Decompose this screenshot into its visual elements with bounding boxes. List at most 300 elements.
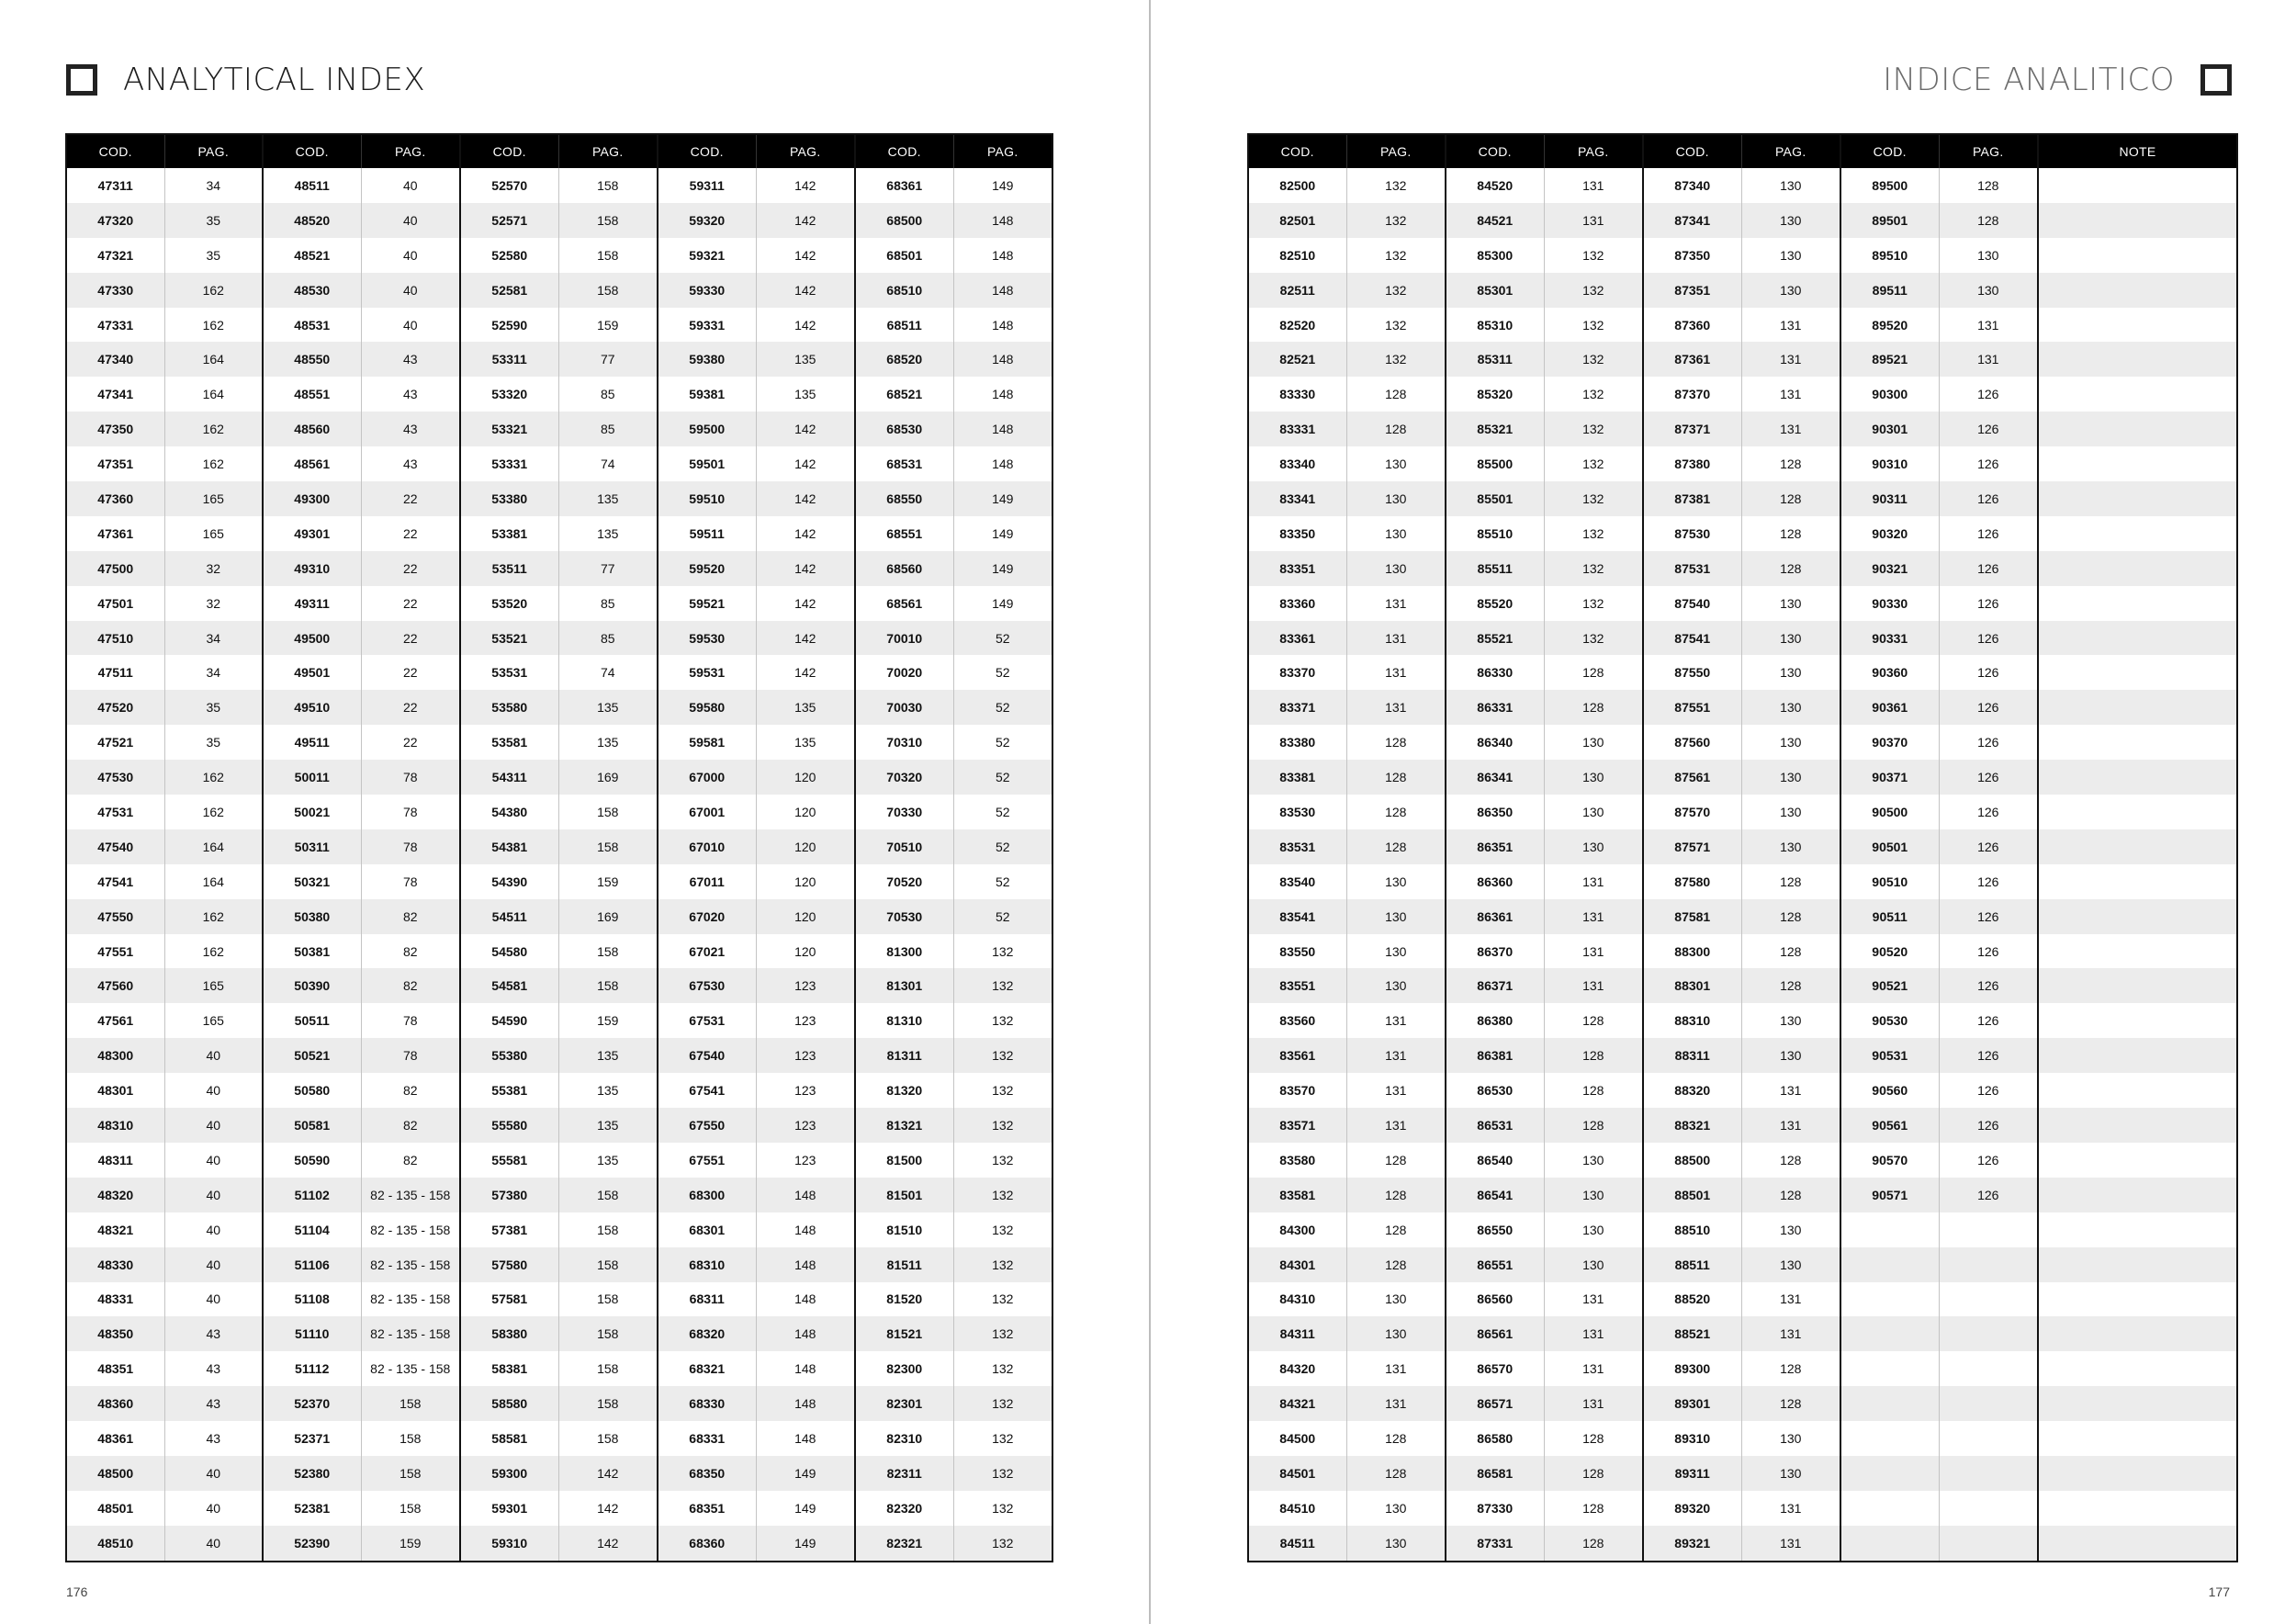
page-cell: 22 <box>361 551 460 586</box>
page-cell: 43 <box>164 1386 263 1421</box>
code-cell: 86340 <box>1446 725 1544 760</box>
code-cell: 68520 <box>855 342 953 377</box>
page-cell: 130 <box>1346 1491 1446 1526</box>
table-row <box>66 1421 1052 1456</box>
note-cell <box>2038 968 2237 1003</box>
note-cell <box>2038 621 2237 656</box>
code-cell: 85301 <box>1446 273 1544 308</box>
page-cell: 128 <box>1741 899 1840 934</box>
code-cell: 82301 <box>855 1386 953 1421</box>
code-cell: 87350 <box>1643 238 1741 273</box>
page-cell: 77 <box>558 342 658 377</box>
page-cell: 158 <box>558 795 658 829</box>
page-cell: 162 <box>164 308 263 343</box>
table-row <box>1248 377 2237 412</box>
note-cell <box>2038 864 2237 899</box>
code-cell: 59501 <box>658 446 756 481</box>
page-cell: 130 <box>1741 655 1840 690</box>
note-cell <box>2038 1212 2237 1247</box>
table-row <box>66 1456 1052 1491</box>
code-cell: 68301 <box>658 1212 756 1247</box>
page-cell: 130 <box>1346 864 1446 899</box>
note-cell <box>2038 412 2237 446</box>
code-cell: 87551 <box>1643 690 1741 725</box>
page-cell: 149 <box>953 551 1052 586</box>
code-cell: 83530 <box>1279 804 1316 819</box>
code-cell: 50311 <box>263 829 361 864</box>
code-cell: 50581 <box>263 1108 361 1143</box>
page-cell: 22 <box>361 725 460 760</box>
code-cell: 49510 <box>263 690 361 725</box>
code-cell: 83540 <box>1279 874 1316 889</box>
code-cell: 84320 <box>1279 1361 1316 1377</box>
code-cell: 49300 <box>263 481 361 516</box>
page-spine <box>1149 0 1151 1624</box>
table-row <box>1248 1247 2237 1282</box>
page-cell: 132 <box>1544 586 1643 621</box>
code-cell: 50011 <box>263 760 361 795</box>
code-cell: 48520 <box>263 203 361 238</box>
note-cell <box>2038 168 2237 203</box>
page-cell: 82 <box>361 1108 460 1143</box>
page-cell: 135 <box>756 377 855 412</box>
code-cell: 89501 <box>1840 203 1939 238</box>
code-cell: 82310 <box>855 1421 953 1456</box>
page-cell: 132 <box>953 1456 1052 1491</box>
code-cell: 88310 <box>1643 1003 1741 1038</box>
page-cell: 35 <box>164 238 263 273</box>
code-cell: 68531 <box>855 446 953 481</box>
column-header-cod: COD. <box>658 134 756 168</box>
code-cell <box>1840 1351 1939 1386</box>
page-cell: 126 <box>1939 377 2038 412</box>
page-cell: 128 <box>1346 377 1446 412</box>
page-cell: 131 <box>1544 1351 1643 1386</box>
code-cell: 83340 <box>1279 457 1316 472</box>
page-cell: 132 <box>1346 238 1446 273</box>
code-cell: 85321 <box>1446 412 1544 446</box>
page-cell: 40 <box>361 273 460 308</box>
page-cell: 128 <box>1544 1491 1643 1526</box>
table-row <box>1248 795 2237 829</box>
page-cell: 149 <box>953 168 1052 203</box>
code-cell: 50021 <box>263 795 361 829</box>
code-cell: 67541 <box>658 1073 756 1108</box>
code-cell: 47540 <box>66 829 164 864</box>
code-cell: 67001 <box>658 795 756 829</box>
table-row <box>1248 1038 2237 1073</box>
page-cell: 148 <box>756 1212 855 1247</box>
note-cell <box>2038 1108 2237 1143</box>
code-cell: 48530 <box>263 273 361 308</box>
code-cell <box>1840 1456 1939 1491</box>
page-cell: 159 <box>558 308 658 343</box>
page-cell: 162 <box>164 446 263 481</box>
code-cell: 86531 <box>1446 1108 1544 1143</box>
page-cell: 126 <box>1939 655 2038 690</box>
code-cell: 86370 <box>1446 934 1544 969</box>
code-cell: 87361 <box>1643 342 1741 377</box>
code-cell <box>1840 1421 1939 1456</box>
code-cell: 54580 <box>460 934 558 969</box>
page-cell: 120 <box>756 760 855 795</box>
page-cell: 158 <box>558 238 658 273</box>
table-row <box>1248 899 2237 934</box>
table-row <box>66 899 1052 934</box>
code-cell: 88301 <box>1643 968 1741 1003</box>
code-cell: 50580 <box>263 1073 361 1108</box>
code-cell: 48360 <box>66 1386 164 1421</box>
page-cell: 126 <box>1939 1178 2038 1212</box>
code-cell: 86360 <box>1446 864 1544 899</box>
code-cell: 81501 <box>855 1178 953 1212</box>
left-page-title-text: ANALYTICAL INDEX <box>123 62 426 98</box>
page-cell: 158 <box>558 1282 658 1317</box>
code-cell: 90321 <box>1840 551 1939 586</box>
page-cell: 130 <box>1544 760 1643 795</box>
table-row <box>66 655 1052 690</box>
page-cell: 126 <box>1939 586 2038 621</box>
page-cell: 126 <box>1939 725 2038 760</box>
code-cell: 59531 <box>658 655 756 690</box>
page-cell: 158 <box>558 1212 658 1247</box>
table-row <box>1248 1526 2237 1562</box>
code-cell: 68530 <box>855 412 953 446</box>
page-cell: 74 <box>558 655 658 690</box>
page-cell: 148 <box>756 1421 855 1456</box>
page-cell: 128 <box>1939 168 2038 203</box>
page-cell: 142 <box>756 551 855 586</box>
code-cell: 86530 <box>1446 1073 1544 1108</box>
page-cell: 132 <box>1544 551 1643 586</box>
code-cell: 47530 <box>66 760 164 795</box>
page-cell <box>1939 1247 2038 1282</box>
page-cell: 126 <box>1939 481 2038 516</box>
code-cell: 86380 <box>1446 1003 1544 1038</box>
code-cell: 57581 <box>460 1282 558 1317</box>
page-cell: 142 <box>756 308 855 343</box>
code-cell: 50321 <box>263 864 361 899</box>
code-cell: 59331 <box>658 308 756 343</box>
code-cell: 54380 <box>460 795 558 829</box>
table-row <box>1248 481 2237 516</box>
page-cell <box>1939 1386 2038 1421</box>
note-cell <box>2038 1526 2237 1562</box>
code-cell: 87341 <box>1643 203 1741 238</box>
page-cell: 128 <box>1741 551 1840 586</box>
code-cell: 48330 <box>66 1247 164 1282</box>
page-cell: 52 <box>953 725 1052 760</box>
page-cell: 130 <box>1741 168 1840 203</box>
page-cell: 126 <box>1939 864 2038 899</box>
code-cell: 88500 <box>1643 1143 1741 1178</box>
code-cell: 83350 <box>1279 525 1316 541</box>
code-cell: 83531 <box>1248 829 1346 864</box>
code-cell: 52371 <box>263 1421 361 1456</box>
page-cell: 131 <box>1544 1282 1643 1317</box>
page-cell: 131 <box>1741 1108 1840 1143</box>
page-cell: 159 <box>361 1526 460 1562</box>
code-cell: 47361 <box>97 525 134 541</box>
code-cell: 87371 <box>1643 412 1741 446</box>
code-cell: 90360 <box>1840 655 1939 690</box>
page-cell: 135 <box>756 342 855 377</box>
code-cell: 49301 <box>263 516 361 551</box>
page-cell: 78 <box>361 1003 460 1038</box>
code-cell: 84311 <box>1248 1316 1346 1351</box>
page-cell: 158 <box>361 1386 460 1421</box>
page-cell: 158 <box>558 1386 658 1421</box>
code-cell: 53531 <box>460 655 558 690</box>
page-cell: 43 <box>361 412 460 446</box>
code-cell: 48300 <box>66 1038 164 1073</box>
page-cell: 142 <box>558 1526 658 1562</box>
page-cell: 131 <box>1346 690 1446 725</box>
page-cell: 40 <box>164 1073 263 1108</box>
code-cell: 85521 <box>1446 621 1544 656</box>
page-cell: 40 <box>361 203 460 238</box>
page-cell: 128 <box>1939 203 2038 238</box>
code-cell: 49500 <box>263 621 361 656</box>
code-cell: 87560 <box>1643 725 1741 760</box>
note-cell <box>2038 655 2237 690</box>
note-cell <box>2038 829 2237 864</box>
page-cell: 135 <box>558 516 658 551</box>
code-cell: 85300 <box>1446 238 1544 273</box>
code-cell: 53321 <box>460 412 558 446</box>
code-cell: 85510 <box>1446 516 1544 551</box>
page-cell: 120 <box>756 864 855 899</box>
page-cell: 142 <box>756 655 855 690</box>
table-row <box>66 1282 1052 1317</box>
code-cell: 83560 <box>1279 1013 1316 1029</box>
page-cell: 131 <box>1346 621 1446 656</box>
code-cell: 85501 <box>1446 481 1544 516</box>
code-cell: 68350 <box>658 1456 756 1491</box>
page-cell: 132 <box>953 1108 1052 1143</box>
code-cell: 59311 <box>658 168 756 203</box>
code-cell: 70020 <box>855 655 953 690</box>
code-cell: 87380 <box>1643 446 1741 481</box>
code-cell: 52380 <box>263 1456 361 1491</box>
code-cell <box>1840 1526 1939 1562</box>
code-cell: 47520 <box>66 690 164 725</box>
column-header-cod: COD. <box>263 134 361 168</box>
code-cell: 53381 <box>460 516 558 551</box>
code-cell: 87330 <box>1446 1491 1544 1526</box>
page-cell: 132 <box>1544 621 1643 656</box>
code-cell: 59511 <box>658 516 756 551</box>
code-cell: 87351 <box>1643 273 1741 308</box>
page-cell: 142 <box>756 586 855 621</box>
code-cell: 86570 <box>1446 1351 1544 1386</box>
code-cell: 48511 <box>263 168 361 203</box>
note-cell <box>2038 725 2237 760</box>
code-cell: 85320 <box>1446 377 1544 412</box>
page-cell: 43 <box>361 342 460 377</box>
page-cell: 130 <box>1346 446 1446 481</box>
table-row <box>1248 1456 2237 1491</box>
page-cell: 158 <box>558 1316 658 1351</box>
page-cell: 78 <box>361 760 460 795</box>
table-row <box>66 1351 1052 1386</box>
code-cell: 47541 <box>97 874 134 889</box>
table-row <box>1248 1108 2237 1143</box>
table-row <box>66 1526 1052 1562</box>
page-cell: 130 <box>1741 829 1840 864</box>
page-cell: 82 <box>361 899 460 934</box>
right-index-table <box>1247 133 2238 1562</box>
page-cell: 34 <box>164 621 263 656</box>
page-cell: 148 <box>953 203 1052 238</box>
column-header-cod: COD. <box>1643 134 1741 168</box>
page-cell: 131 <box>1544 1386 1643 1421</box>
page-cell: 169 <box>558 899 658 934</box>
page-cell: 148 <box>953 377 1052 412</box>
page-cell: 130 <box>1741 238 1840 273</box>
code-cell: 88321 <box>1643 1108 1741 1143</box>
page-cell: 132 <box>953 1351 1052 1386</box>
code-cell: 90560 <box>1840 1073 1939 1108</box>
code-cell: 67000 <box>658 760 756 795</box>
note-cell <box>2038 586 2237 621</box>
page-cell: 126 <box>1939 1143 2038 1178</box>
code-cell: 59381 <box>658 377 756 412</box>
code-cell: 90571 <box>1840 1178 1939 1212</box>
page-cell: 132 <box>953 1143 1052 1178</box>
code-cell: 83561 <box>1248 1038 1346 1073</box>
page-cell: 43 <box>361 377 460 412</box>
code-cell: 83371 <box>1248 690 1346 725</box>
code-cell: 84310 <box>1279 1291 1316 1307</box>
code-cell: 88320 <box>1643 1073 1741 1108</box>
page-cell: 40 <box>164 1212 263 1247</box>
page-cell: 131 <box>1544 168 1643 203</box>
code-cell: 86350 <box>1446 795 1544 829</box>
code-cell: 70530 <box>855 899 953 934</box>
code-cell: 47560 <box>66 968 164 1003</box>
code-cell: 67020 <box>658 899 756 934</box>
code-cell: 55381 <box>460 1073 558 1108</box>
code-cell: 83571 <box>1248 1108 1346 1143</box>
column-header-pag: PAG. <box>756 134 855 168</box>
page-cell: 131 <box>1346 1038 1446 1073</box>
page-cell: 130 <box>1346 1282 1446 1317</box>
column-header-cod: COD. <box>1248 134 1346 168</box>
table-row <box>66 1073 1052 1108</box>
code-cell: 90301 <box>1840 412 1939 446</box>
page-cell: 158 <box>558 203 658 238</box>
code-cell: 52370 <box>263 1386 361 1421</box>
table-row <box>1248 308 2237 343</box>
table-row <box>1248 1212 2237 1247</box>
page-cell: 40 <box>164 1038 263 1073</box>
table-row <box>1248 1386 2237 1421</box>
page-cell: 132 <box>953 1316 1052 1351</box>
code-cell: 83570 <box>1279 1083 1316 1099</box>
code-cell: 83330 <box>1279 387 1316 402</box>
page-cell: 43 <box>361 446 460 481</box>
table-row <box>66 342 1052 377</box>
code-cell: 86341 <box>1446 760 1544 795</box>
page-cell <box>1939 1526 2038 1562</box>
page-cell: 52 <box>953 655 1052 690</box>
code-cell: 59521 <box>658 586 756 621</box>
page-cell: 131 <box>1346 1003 1446 1038</box>
page-cell: 132 <box>953 1038 1052 1073</box>
code-cell: 82521 <box>1248 342 1346 377</box>
code-cell: 83380 <box>1279 735 1316 750</box>
code-cell: 70520 <box>855 864 953 899</box>
page-cell: 131 <box>1346 586 1446 621</box>
page-cell: 35 <box>164 203 263 238</box>
code-cell: 70330 <box>855 795 953 829</box>
note-cell <box>2038 1456 2237 1491</box>
page-cell: 148 <box>953 446 1052 481</box>
code-cell: 87580 <box>1643 864 1741 899</box>
code-cell: 83551 <box>1248 968 1346 1003</box>
code-cell: 83550 <box>1279 943 1316 959</box>
table-row <box>1248 586 2237 621</box>
code-cell: 59300 <box>460 1456 558 1491</box>
page-cell: 142 <box>756 481 855 516</box>
code-cell: 59310 <box>460 1526 558 1562</box>
code-cell: 58381 <box>460 1351 558 1386</box>
code-cell: 67550 <box>658 1108 756 1143</box>
page-cell: 135 <box>558 725 658 760</box>
page-cell: 132 <box>953 1526 1052 1562</box>
page-cell: 130 <box>1346 1316 1446 1351</box>
code-cell: 89521 <box>1840 342 1939 377</box>
code-cell: 86571 <box>1446 1386 1544 1421</box>
table-row <box>1248 864 2237 899</box>
page-cell: 132 <box>1544 273 1643 308</box>
code-cell: 87550 <box>1643 655 1741 690</box>
page-cell: 131 <box>1741 412 1840 446</box>
code-cell: 68360 <box>658 1526 756 1562</box>
code-cell: 83341 <box>1248 481 1346 516</box>
code-cell: 53311 <box>460 342 558 377</box>
table-row <box>1248 1178 2237 1212</box>
code-cell: 59520 <box>658 551 756 586</box>
page-cell: 131 <box>1544 968 1643 1003</box>
code-cell: 55581 <box>460 1143 558 1178</box>
table-row <box>66 516 1052 551</box>
code-cell: 85311 <box>1446 342 1544 377</box>
code-cell: 81510 <box>855 1212 953 1247</box>
code-cell: 59510 <box>658 481 756 516</box>
table-row <box>1248 1421 2237 1456</box>
code-cell: 58580 <box>460 1386 558 1421</box>
code-cell: 48321 <box>97 1222 134 1237</box>
page-cell: 131 <box>1741 377 1840 412</box>
code-cell: 47551 <box>97 943 134 959</box>
page-cell: 131 <box>1741 1491 1840 1526</box>
code-cell: 82300 <box>855 1351 953 1386</box>
note-cell <box>2038 1143 2237 1178</box>
code-cell: 68310 <box>658 1247 756 1282</box>
code-cell: 68551 <box>855 516 953 551</box>
code-cell: 82321 <box>855 1526 953 1562</box>
note-cell <box>2038 238 2237 273</box>
page-cell: 148 <box>756 1247 855 1282</box>
code-cell: 87581 <box>1643 899 1741 934</box>
page-cell: 135 <box>558 481 658 516</box>
page-cell: 142 <box>558 1456 658 1491</box>
code-cell: 86561 <box>1446 1316 1544 1351</box>
page-cell: 52 <box>953 760 1052 795</box>
code-cell: 86330 <box>1446 655 1544 690</box>
